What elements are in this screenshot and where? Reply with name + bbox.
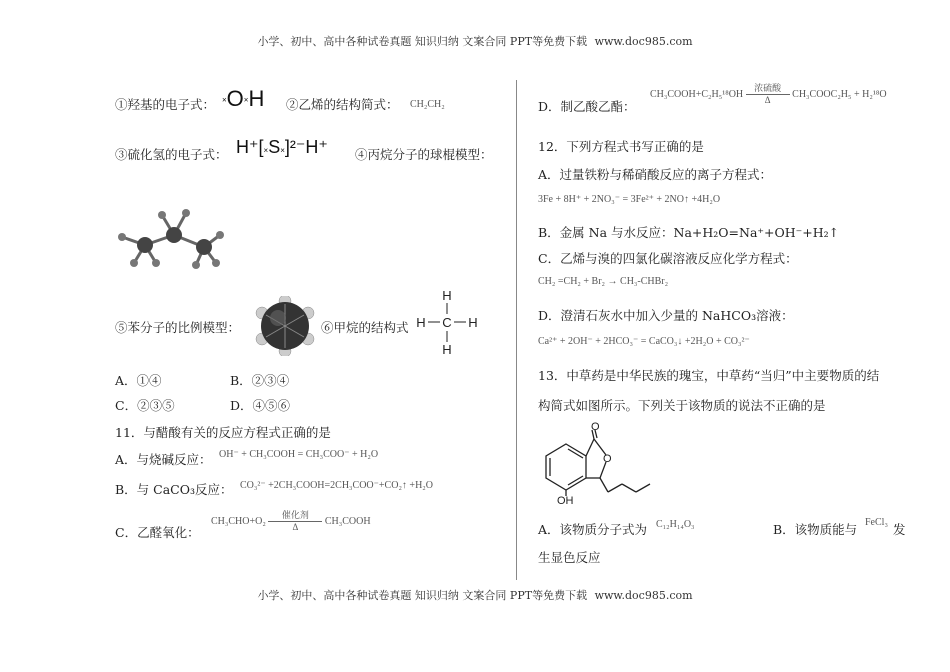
header-url[interactable]: www.doc985.com xyxy=(594,35,693,48)
hydroxyl-electron-formula: ×O×H xyxy=(222,86,265,111)
q12-C-equation: CH₂ =CH₂ + Br₂ → CH₃-CHBr₂ xyxy=(538,276,669,287)
q12-A-equation: 3Fe + 8H⁺ + 2NO₃⁻ = 3Fe²⁺ + 2NO↑ +4H₂O xyxy=(538,194,721,205)
q11-C-equation xyxy=(211,510,371,533)
option-A[interactable]: A．①④ xyxy=(115,373,162,388)
struct-ring-O: O xyxy=(603,453,612,465)
column-divider xyxy=(516,80,517,580)
q13-A-label[interactable]: A．该物质分子式为 xyxy=(538,522,648,537)
q13-B-formula: FeCl₃ xyxy=(865,517,888,528)
item2-label: ②乙烯的结构简式： xyxy=(286,97,399,112)
option-B[interactable]: B．②③④ xyxy=(230,373,290,388)
q11-B-equation: CO₃²⁻ +2CH₃COOH=2CH₃COO⁻+CO₂↑ +H₂O xyxy=(240,480,434,491)
q11-C-catalyst: 催化剂 xyxy=(281,510,309,520)
benzene-space-filling-model xyxy=(252,296,318,356)
q11-A-equation: OH⁻ + CH₃COOH = CH₃COO⁻ + H₂O xyxy=(219,449,379,460)
header-text: 小学、初中、高中各种试卷真题 知识归纳 文案合同 PPT等免费下载 xyxy=(257,35,588,48)
footer-url[interactable]: www.doc985.com xyxy=(594,589,693,602)
h2s-electron-formula: H⁺[×S×]²⁻H⁺ xyxy=(236,137,328,157)
q13-A-formula: C₁₂H₁₄O₃ xyxy=(656,519,695,530)
q13-stem-line2: 构简式如图所示。下列关于该物质的说法不正确的是 xyxy=(538,398,826,413)
item5-label: ⑤苯分子的比例模型： xyxy=(115,320,241,335)
q13-B-suffix: 发 xyxy=(893,522,906,537)
methane-H-top: H xyxy=(442,288,452,303)
h2s-S: S xyxy=(268,137,281,157)
item6-label: ⑥甲烷的结构式 xyxy=(321,320,409,335)
item1-label: ①羟基的电子式： xyxy=(115,97,216,112)
h2s-right: ]²⁻H⁺ xyxy=(284,137,328,157)
q12-B-label[interactable]: B．金属 Na 与水反应：Na+H₂O=Na⁺+OH⁻+H₂↑ xyxy=(538,225,840,240)
q11-D-equation xyxy=(650,83,887,106)
q12-C-label[interactable]: C．乙烯与溴的四氯化碳溶液反应化学方程式： xyxy=(538,251,798,266)
q11-C-left: CH₃CHO+O₂ xyxy=(211,516,266,527)
propane-ball-stick-model xyxy=(112,205,227,270)
q11-D-reagent: 浓硫酸 xyxy=(754,83,782,93)
q12-A-label[interactable]: A．过量铁粉与稀硝酸反应的离子方程式： xyxy=(538,167,773,182)
q11-stem: 11．与醋酸有关的反应方程式正确的是 xyxy=(115,425,331,440)
methane-H-bottom: H xyxy=(442,342,452,357)
q11-D-left: CH₃COOH+C₂H₅¹⁸OH xyxy=(650,89,744,100)
methane-C: C xyxy=(442,315,452,330)
ethylene-formula: CH₂CH₂ xyxy=(410,99,445,110)
q11-D-heat: Δ xyxy=(764,95,771,105)
q13-stem-line1: 13．中草药是中华民族的瑰宝，中草药“当归”中主要物质的结 xyxy=(538,368,880,383)
angelica-structure-diagram xyxy=(530,422,660,504)
item4-label: ④丙烷分子的球棍模型： xyxy=(355,147,493,162)
q11-C-label[interactable]: C．乙醛氧化： xyxy=(115,525,200,540)
q12-D-equation: Ca²⁺ + 2OH⁻ + 2HCO₃⁻ = CaCO₃↓ +2H₂O + CO₃²⁻ xyxy=(538,336,750,347)
q11-D-right: CH₃COOC₂H₅ + H₂¹⁸O xyxy=(792,89,887,100)
q11-C-heat: Δ xyxy=(292,522,299,532)
q11-C-right: CH₃COOH xyxy=(324,516,371,527)
hydroxyl-O: O xyxy=(226,86,244,111)
q11-D-label[interactable]: D．制乙酸乙酯： xyxy=(538,99,636,114)
h2s-left: H⁺[ xyxy=(236,137,264,157)
q11-A-label[interactable]: A．与烧碱反应： xyxy=(115,452,212,467)
option-C[interactable]: C．②③⑤ xyxy=(115,398,175,413)
page-footer xyxy=(0,587,950,603)
methane-H-right: H xyxy=(468,315,478,330)
option-D[interactable]: D．④⑤⑥ xyxy=(230,398,291,413)
struct-OH: OH xyxy=(557,495,574,504)
methane-structural-formula xyxy=(413,287,483,359)
q12-D-label[interactable]: D．澄清石灰水中加入少量的 NaHCO₃溶液： xyxy=(538,308,794,323)
q12-stem: 12．下列方程式书写正确的是 xyxy=(538,139,704,154)
q11-B-label[interactable]: B．与 CaCO₃反应： xyxy=(115,482,233,497)
struct-carbonyl-O: O xyxy=(591,422,600,433)
q13-B-continuation: 生显色反应 xyxy=(538,550,601,565)
footer-text: 小学、初中、高中各种试卷真题 知识归纳 文案合同 PPT等免费下载 xyxy=(257,589,588,602)
hydroxyl-H: H xyxy=(248,86,265,111)
methane-H-left: H xyxy=(416,315,426,330)
item3-label: ③硫化氢的电子式： xyxy=(115,147,228,162)
page-header xyxy=(0,33,950,49)
q13-B-label[interactable]: B．该物质能与 xyxy=(773,522,858,537)
